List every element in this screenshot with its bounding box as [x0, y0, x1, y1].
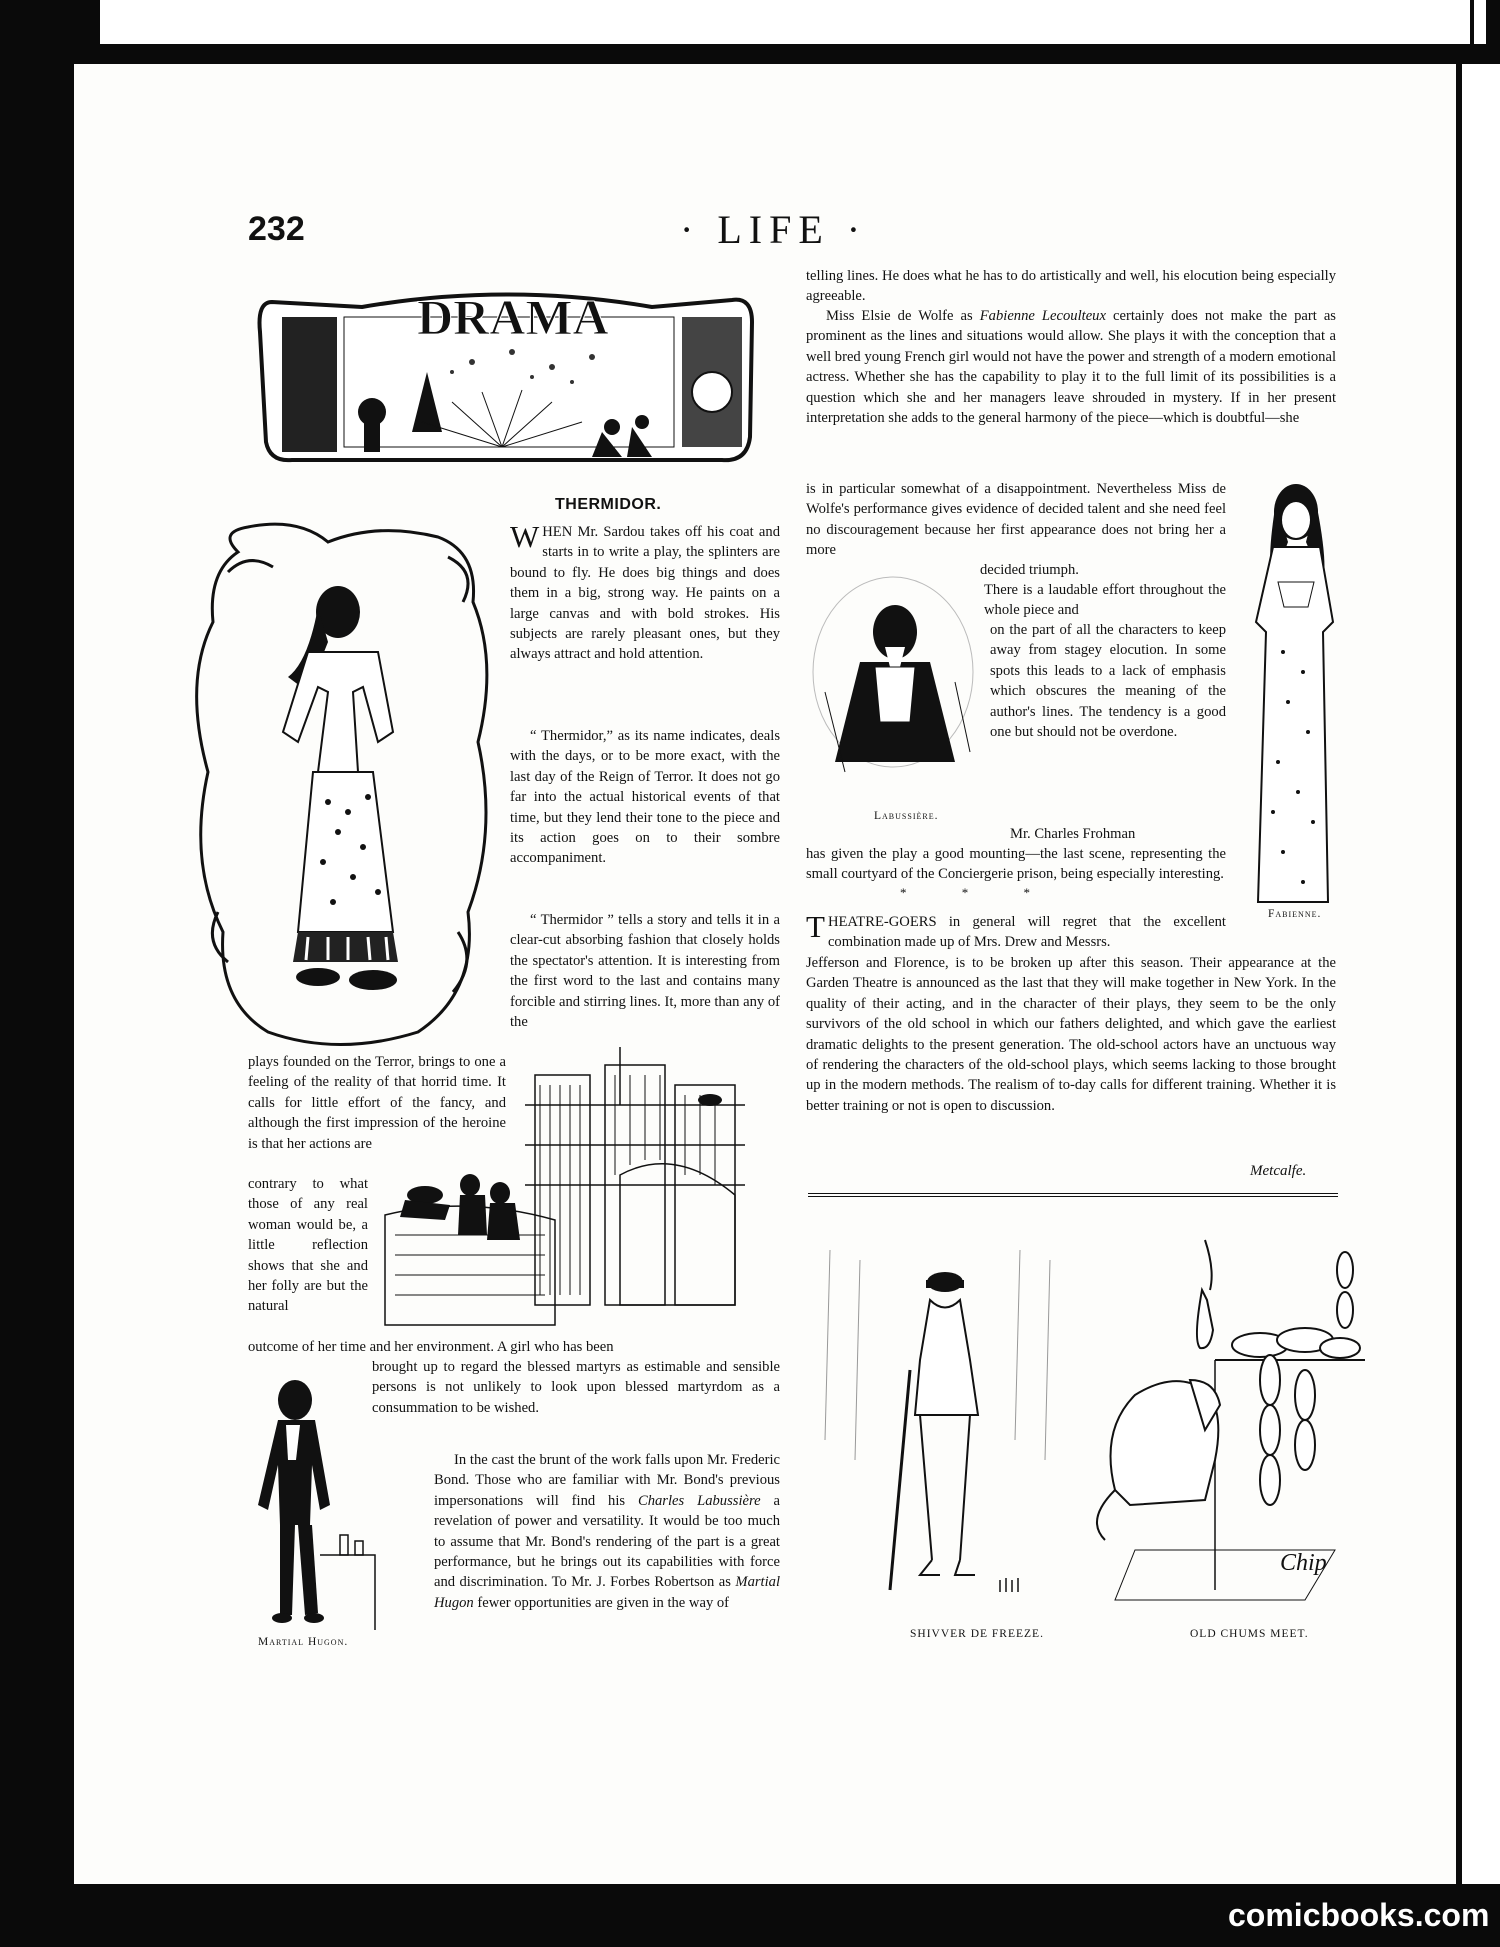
caption-old-chums-meet: OLD CHUMS MEET. — [1190, 1628, 1309, 1640]
article-paragraph-10b: Jefferson and Florence, is to be broken up after this season. Their appearance at the Garden Theatre is announced as the last that they will make together in New York. In the quality of their acting, and in the character of their plays, they seem to be the only survivors of the old school in which our fathers delighted, and which gave the earliest dramatic delights to the present generation. The old-school actors have an unctuous way of rendering the characters of the old-school plays, which seems lacking to those brought up in the modern methods. The realism of to-day calls for different training. Whether it is better training or not is open to discussion. — [806, 955, 1336, 1114]
drama-banner-title: DRAMA — [417, 289, 609, 345]
article-paragraph-6: telling lines. He does what he has to do artistically and well, his elocution being especially agreeable. — [806, 268, 1336, 305]
article-paragraph-7: Miss Elsie de Wolfe as Fabienne Lecoulteux certainly does not make the part as prominent as the lines and situations would allow. She plays it with the conception that a well bred young French girl would not have the power and strength of a modern emotional actress. Whether she has the capability to play it to the full limit of its possibilities is a question which she and her managers leave shrouded in mystery. If in her present interpretation she adds to the general harmony of the piece—which is doubtful—she — [806, 308, 1336, 427]
drop-cap-t: T — [806, 909, 825, 944]
article-paragraph-8b: on the part of all the characters to keep away from stagey elocution. In some spots this leads to a lack of emphasis which obscures the meaning of the author's lines. The tendency is a good one but should not be overdone. — [990, 622, 1226, 741]
article-paragraph-5: In the cast the brunt of the work falls upon Mr. Frederic Bond. Those who are familiar with Mr. Bond's previous impersonations will find his Charles Labussière a revelation of power and versatility. It would be too much to assume that Mr. Bond's rendering of the part is a great performance, but he brings out its capabilities with force and discrimination. To Mr. J. Forbes Robertson as Martial Hugon fewer opportunities are given in the way of — [434, 1452, 780, 1611]
article-heading: THERMIDOR. — [555, 496, 662, 513]
labussiere-illustration — [805, 572, 980, 787]
shivver-de-freeze-illustration — [820, 1240, 1080, 1610]
article-paragraph-4c: outcome of her time and her environment. A girl who has been — [248, 1339, 614, 1355]
watermark: comicbooks.com — [1228, 1897, 1490, 1933]
article-paragraph-7d: decided triumph. — [980, 562, 1079, 578]
top-page-edge-right — [1474, 0, 1486, 44]
article-paragraph-10a: THEATRE-GOERS in general will regret that the excellent combination made up of Mrs. Drew and Messrs. — [806, 909, 1226, 951]
top-page-edge — [100, 0, 1470, 44]
masthead: · LIFE · — [680, 207, 868, 252]
cartoon-signature: Chip — [1280, 1550, 1327, 1576]
article-paragraph-7c: is in particular somewhat of a disappointment. Nevertheless Miss de Wolfe's performance gives evidence of decided talent and she need feel no discouragement because her first appearance does not bring her a more — [806, 481, 1226, 559]
woman-in-frame-illustration — [178, 512, 503, 1062]
article-paragraph-3: “ Thermidor ” tells a story and tells it in a clear-cut absorbing fashion that closely holds the spectator's attention. It is interesting from the first word to the last and contains many forcible and stirring lines. It, more than any of the — [510, 912, 780, 1031]
page-number: 232 — [248, 210, 305, 248]
section-rule — [808, 1193, 1338, 1197]
old-chums-meet-illustration — [1075, 1230, 1365, 1630]
caption-shivver-de-freeze: SHIVVER DE FREEZE. — [910, 1628, 1044, 1640]
author-signature: Metcalfe. — [1250, 1163, 1307, 1179]
drama-banner-illustration — [252, 272, 762, 472]
fabienne-illustration — [1228, 472, 1368, 912]
next-page-edge — [1462, 64, 1500, 1884]
martial-hugon-illustration — [220, 1375, 380, 1630]
drop-cap-w: W — [510, 519, 540, 554]
article-paragraph-9a: Mr. Charles Frohman — [1010, 826, 1136, 842]
caption-labussiere: Labussière. — [874, 810, 939, 822]
article-paragraph-4: plays founded on the Terror, brings to one a feeling of the reality of that horrid time. It calls for little effort of the fancy, and although the first impression of the heroine is that her actions are — [248, 1054, 506, 1152]
prison-courtyard-illustration — [375, 1045, 790, 1335]
section-break-stars: * * * — [900, 885, 1056, 900]
caption-fabienne: Fabienne. — [1268, 908, 1322, 920]
article-paragraph-4b: contrary to what those of any real woman would be, a little reflection shows that she and her folly are but the natural — [248, 1176, 368, 1315]
article-paragraph-8a: There is a laudable effort throughout the whole piece and — [984, 582, 1226, 619]
caption-martial-hugon: Martial Hugon. — [258, 1636, 349, 1648]
article-paragraph-1: WHEN Mr. Sardou takes off his coat and starts in to write a play, the splinters are bound to fly. He does big things and does them in a big, strong way. He paints on a large canvas and with bold strokes. His subjects are rarely pleasant ones, but they always attract and hold attention. — [510, 519, 780, 663]
article-paragraph-9b: has given the play a good mounting—the last scene, representing the small courtyard of the Conciergerie prison, being especially interesting. — [806, 846, 1226, 883]
article-paragraph-2: “ Thermidor,” as its name indicates, deals with the days, or to be more exact, with the last day of the Reign of Terror. It does not go far into the actual historical events of that time, but they lend their tone to the piece and its action goes on to their sombre accompaniment. — [510, 728, 780, 867]
article-paragraph-4d: brought up to regard the blessed martyrs as estimable and sensible persons is not unlikely to look upon blessed martyrdom as a consummation to be wished. — [372, 1359, 780, 1416]
